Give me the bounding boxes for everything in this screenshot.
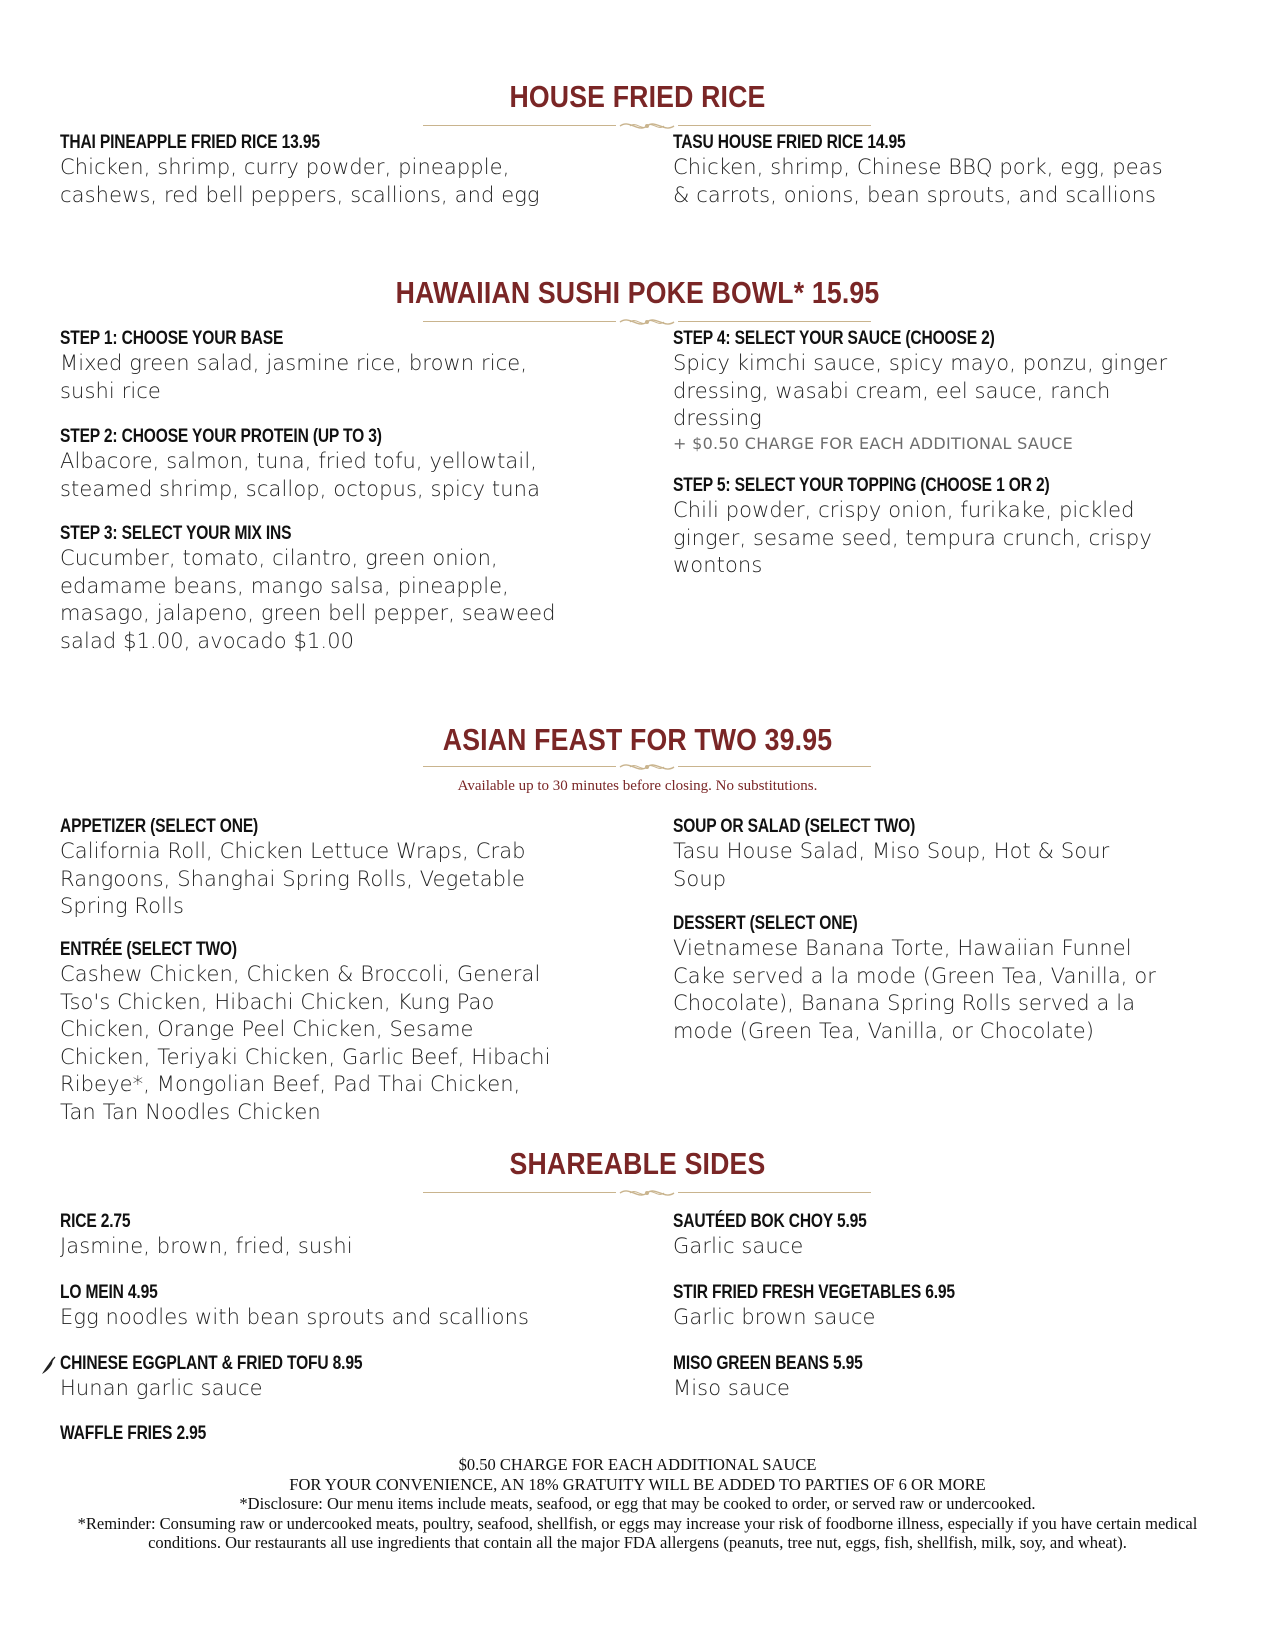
- item-name: CHINESE EGGPLANT & FRIED TOFU 8.95: [60, 1353, 363, 1374]
- item-name: APPETIZER (SELECT ONE): [60, 816, 259, 837]
- side-waffle-fries: [60, 1422, 580, 1445]
- flourish-icon: [616, 1185, 678, 1201]
- item-description: Tasu House Salad, Miso Soup, Hot & Sour Soup: [673, 839, 1110, 891]
- step-description: Albacore, salmon, tuna, fried tofu, yellowtail, steamed shrimp, scallop, octopus, spicy tuna: [60, 449, 541, 501]
- item-name: RICE 2.75: [60, 1211, 131, 1232]
- chili-pepper-icon: [40, 1356, 56, 1376]
- item-description: Jasmine, brown, fried, sushi: [60, 1234, 353, 1258]
- step-description: Mixed green salad, jasmine rice, brown rice, sushi rice: [60, 351, 528, 403]
- item-name: TASU HOUSE FRIED RICE 14.95: [673, 132, 906, 153]
- step-name: STEP 3: SELECT YOUR MIX INS: [60, 523, 292, 544]
- step-name: STEP 4: SELECT YOUR SAUCE (CHOOSE 2): [673, 328, 995, 349]
- item-description: Cashew Chicken, Chicken & Broccoli, General Tso's Chicken, Hibachi Chicken, Kung Pao Chicken, Orange Peel Chicken, Sesame Chicken, Teriyaki Chicken, Garlic Beef, Hibachi Ribeye*, Mongolian Beef, Pad Thai Chicken, Tan Tan Noodles Chicken: [60, 962, 551, 1124]
- step-description: Spicy kimchi sauce, spicy mayo, ponzu, ginger dressing, wasabi cream, eel sauce, ranch dressing: [673, 351, 1168, 430]
- item-description: Chicken, shrimp, curry powder, pineapple, cashews, red bell peppers, scallions, and egg: [60, 155, 540, 207]
- step-name: STEP 1: CHOOSE YOUR BASE: [60, 328, 284, 349]
- feast-soup-salad: [673, 815, 1193, 893]
- feast-appetizer: [60, 815, 580, 921]
- feast-availability-note: Available up to 30 minutes before closing. No substitutions.: [457, 778, 818, 794]
- poke-step-3: [60, 522, 580, 655]
- ornament-divider: [423, 1185, 871, 1201]
- flourish-icon: [616, 759, 678, 775]
- side-miso-green-beans: [673, 1352, 1193, 1403]
- item-description: California Roll, Chicken Lettuce Wraps, Crab Rangoons, Shanghai Spring Rolls, Vegetable Spring Rolls: [60, 839, 526, 918]
- menu-footer: [55, 1455, 1220, 1553]
- item-name: SAUTÉED BOK CHOY 5.95: [673, 1211, 867, 1232]
- item-name: SOUP OR SALAD (SELECT TWO): [673, 816, 916, 837]
- gratuity-line: FOR YOUR CONVENIENCE, AN 18% GRATUITY WILL BE ADDED TO PARTIES OF 6 OR MORE: [289, 1474, 986, 1494]
- item-description: Garlic sauce: [673, 1234, 804, 1258]
- feast-dessert: [673, 912, 1193, 1045]
- poke-step-2: [60, 425, 580, 503]
- item-description: Hunan garlic sauce: [60, 1376, 263, 1400]
- side-bok-choy: [673, 1210, 1193, 1261]
- item-description: Egg noodles with bean sprouts and scallions: [60, 1305, 530, 1329]
- ornament-divider: [423, 759, 871, 775]
- step-description: Chili powder, crispy onion, furikake, pickled ginger, sesame seed, tempura crunch, crispy wontons: [673, 498, 1152, 577]
- menu-item-tasu-house-fried-rice: [673, 131, 1193, 209]
- item-description: Miso sauce: [673, 1376, 791, 1400]
- poke-step-1: [60, 327, 580, 405]
- item-name: ENTRÉE (SELECT TWO): [60, 939, 237, 960]
- feast-entree: [60, 938, 580, 1126]
- menu-item-thai-pineapple-fried-rice: [60, 131, 580, 209]
- flourish-icon: [616, 118, 678, 134]
- item-name: LO MEIN 4.95: [60, 1282, 158, 1303]
- section-title-asian-feast: ASIAN FEAST FOR TWO 39.95: [442, 722, 833, 757]
- item-name: MISO GREEN BEANS 5.95: [673, 1353, 863, 1374]
- step-name: STEP 2: CHOOSE YOUR PROTEIN (UP TO 3): [60, 426, 382, 447]
- side-rice: [60, 1210, 580, 1261]
- section-title-fried-rice: HOUSE FRIED RICE: [509, 79, 766, 114]
- item-name: WAFFLE FRIES 2.95: [60, 1423, 207, 1444]
- item-description: Vietnamese Banana Torte, Hawaiian Funnel Cake served a la mode (Green Tea, Vanilla, or Chocolate), Banana Spring Rolls served a la mode (Green Tea, Vanilla, or Chocolate): [673, 936, 1157, 1043]
- sauce-charge-note: + $0.50 CHARGE FOR EACH ADDITIONAL SAUCE: [673, 433, 1073, 453]
- side-eggplant-tofu: [60, 1352, 580, 1403]
- item-name: STIR FRIED FRESH VEGETABLES 6.95: [673, 1282, 955, 1303]
- step-name: STEP 5: SELECT YOUR TOPPING (CHOOSE 1 OR 2): [673, 475, 1050, 496]
- item-name: THAI PINEAPPLE FRIED RICE 13.95: [60, 132, 320, 153]
- poke-step-4: [673, 327, 1193, 455]
- sauce-charge-line: $0.50 CHARGE FOR EACH ADDITIONAL SAUCE: [458, 1455, 817, 1474]
- reminder-line: *Reminder: Consuming raw or undercooked meats, poultry, seafood, shellfish, or eggs may increase your risk of foodborne illness, especially if you have certain medical conditions. Our restaurants all use ingredients that contain all the major FDA allergens (peanuts, tree nut, eggs, fish, shellfish, milk, soy, and wheat).: [77, 1513, 1198, 1552]
- side-lo-mein: [60, 1281, 580, 1332]
- section-title-poke-bowl: HAWAIIAN SUSHI POKE BOWL* 15.95: [395, 275, 880, 310]
- item-name: DESSERT (SELECT ONE): [673, 913, 858, 934]
- section-title-shareable-sides: SHAREABLE SIDES: [509, 1146, 766, 1181]
- disclosure-line: *Disclosure: Our menu items include meats, seafood, or egg that may be cooked to order, or served raw or undercooked.: [239, 1494, 1036, 1513]
- item-description: Chicken, shrimp, Chinese BBQ pork, egg, peas & carrots, onions, bean sprouts, and scallions: [673, 155, 1163, 207]
- step-description: Cucumber, tomato, cilantro, green onion, edamame beans, mango salsa, pineapple, masago, jalapeno, green bell pepper, seaweed salad $1.00, avocado $1.00: [60, 546, 556, 653]
- flourish-icon: [616, 314, 678, 330]
- poke-step-5: [673, 474, 1193, 580]
- side-stir-fried-vegetables: [673, 1281, 1193, 1332]
- item-description: Garlic brown sauce: [673, 1305, 876, 1329]
